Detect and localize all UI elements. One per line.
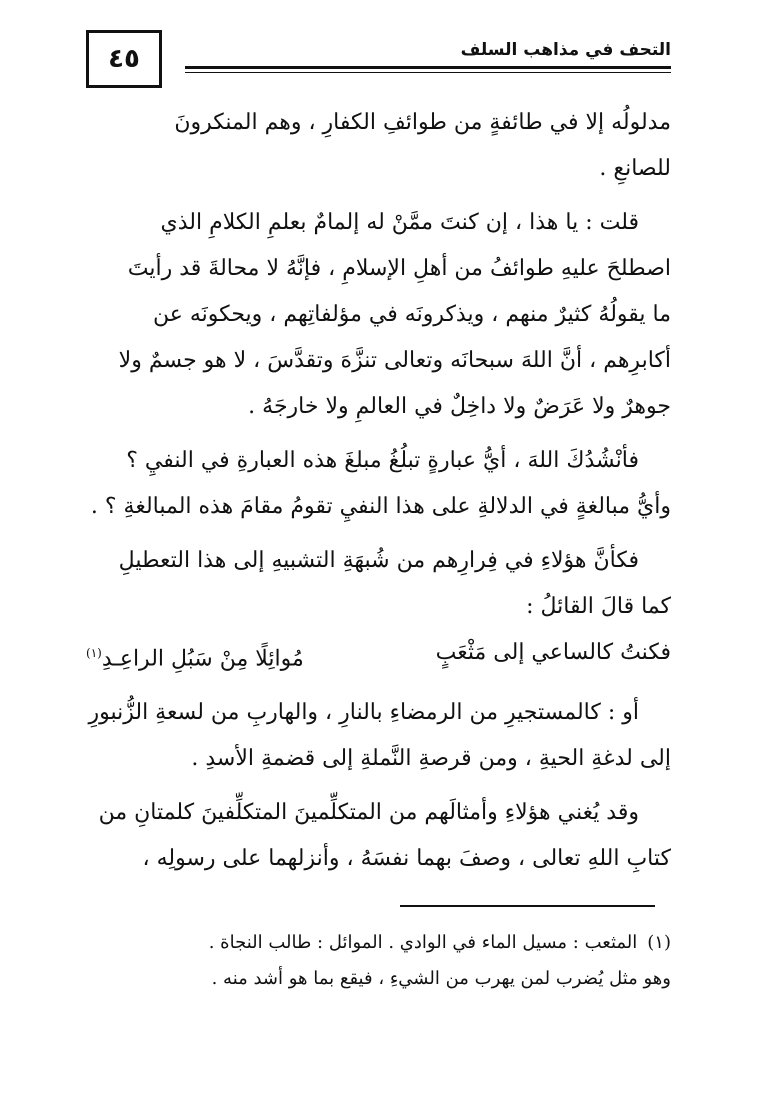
poetry-verse [86,630,671,682]
footnote-marker: (١) [647,932,671,953]
page-number: ٤٥ [108,44,140,74]
text-line: جوهرٌ ولا عَرَضٌ ولا داخِلٌ في العالمِ ولا خارجَهُ . [248,394,671,419]
paragraph-5 [86,690,671,782]
text-line: كتابِ اللهِ تعالى ، وصفَ بهما نفسَهُ ، وأنزلهما على رسولِه ، [142,846,671,872]
page-number-box [86,30,162,88]
text-line: كما قالَ القائلُ : [526,594,671,619]
text-line: قلت : يا هذا ، إن كنتَ ممَّنْ له إلمامٌ بعلمِ الكلامِ الذي [160,210,639,235]
footnote-text: المثعب : مسيل الماء في الوادي . الموائل : طالب النجاة . [208,932,638,953]
text-line: اصطلحَ عليهِ طوائفُ من أهلِ الإسلامِ ، فإنَّهُ لا محالةَ قد رأيتَ [127,256,671,281]
text-line: للصانعِ . [599,156,671,181]
paragraph-1 [86,100,671,192]
paragraph-3 [86,438,671,530]
text-line: مدلولُه إلا في طائفةٍ من طوائفِ الكفارِ ، وهم المنكرونَ [174,110,671,135]
text-line: فكأنَّ هؤلاءِ في فِرارِهم من شُبهَةِ التشبيهِ إلى هذا التعطيلِ [118,548,639,573]
text-line: وقد يُغني هؤلاءِ وأمثالَهم من المتكلِّمينَ المتكلِّفينَ كلمتانِ من [98,800,639,826]
paragraph-2 [86,200,671,430]
text-line: أكابرِهم ، أنَّ اللهَ سبحانَه وتعالى تنزَّهَ وتقدَّسَ ، لا هو جسمٌ ولا [118,348,671,373]
footnote-line: وهو مثل يُضرب لمن يهرب من الشيءِ ، فيقع بما هو أشد منه . [211,968,671,989]
verse-second-hemistich: مُوائِلًا مِنْ سَبُلِ الراعِـدِ [101,646,304,672]
body-text [86,100,671,882]
verse-second-hemistich-wrap [86,630,304,682]
header-rule [185,66,671,69]
paragraph-6 [86,790,671,882]
paragraph-4 [86,538,671,630]
running-title: التحف في مذاهب السلف [460,40,671,60]
footnote-separator [400,905,655,907]
footnotes [86,925,671,997]
text-line: أو : كالمستجيرِ من الرمضاءِ بالنارِ ، والهاربِ من لسعةِ الزُّنبورِ [88,700,639,726]
text-line: فأنْشُدُكَ اللهَ ، أيُّ عبارةٍ تبلُغُ مبلغَ هذه العبارةِ في النفيِ ؟ [126,448,639,473]
text-line: ما يقولُهُ كثيرٌ منهم ، ويذكرونَه في مؤلفاتِهم ، ويحكونَه عن [153,302,671,327]
text-line: إلى لدغةِ الحيةِ ، ومن قرصةِ النَّملةِ إلى قضمةِ الأسدِ . [191,746,671,772]
footnote-line [86,925,671,961]
text-line: وأيُّ مبالغةٍ في الدلالةِ على هذا النفيِ تقومُ مقامَ هذه المبالغةِ ؟ . [90,494,671,519]
verse-first-hemistich: فكنتُ كالساعي إلى مَثْعَبٍ [435,640,671,665]
header-rule-thin [185,72,671,73]
footnote-reference: (١) [86,646,102,660]
